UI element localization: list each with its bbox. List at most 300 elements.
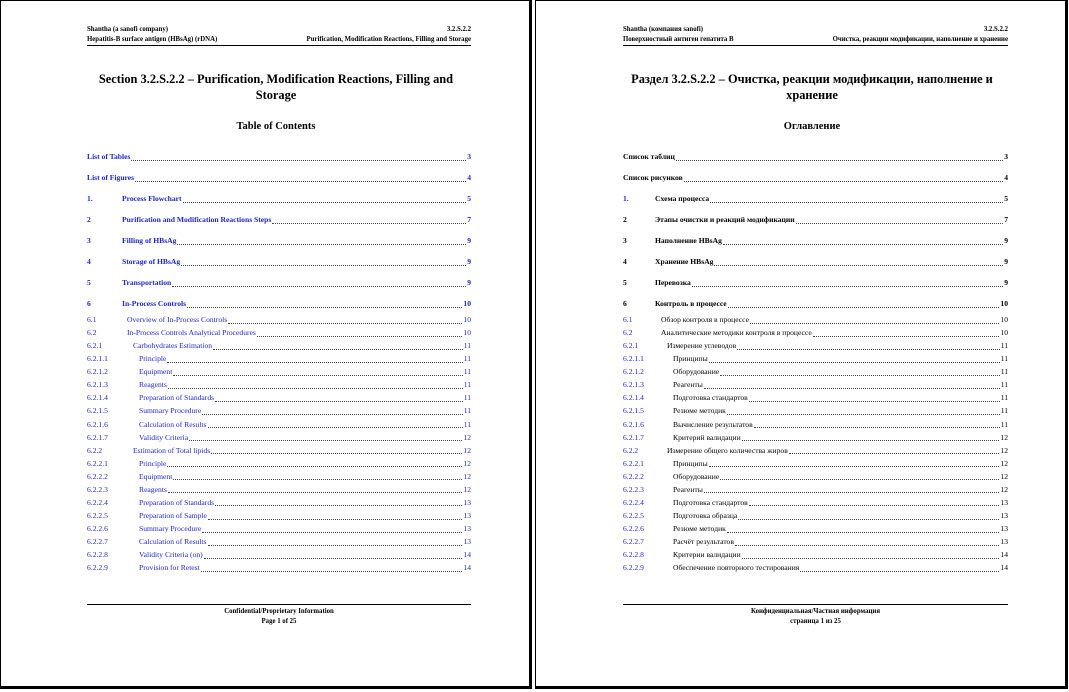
toc-entry-title: Резюме методик: [673, 406, 726, 416]
toc-entry-page-number: 12: [1000, 432, 1008, 442]
toc-entry[interactable]: [87, 298, 471, 309]
toc-entry[interactable]: [87, 497, 471, 508]
toc-entry-number: 6.1: [87, 315, 97, 324]
toc-entry-title: Principle: [139, 354, 167, 364]
toc-dot-leader: [738, 512, 999, 520]
toc-entry-page-number: 7: [1004, 215, 1008, 224]
toc-entry[interactable]: [623, 405, 1008, 416]
toc-entry-page-number: 13: [1000, 497, 1008, 507]
toc-dot-leader: [735, 538, 999, 546]
toc-entry-title: Измерение углеводов: [667, 341, 737, 351]
toc-entry[interactable]: [87, 314, 471, 325]
toc-dot-leader: [173, 368, 462, 376]
toc-dot-leader: [202, 525, 462, 533]
toc-entry[interactable]: [87, 327, 471, 338]
toc-entry-title: Storage of HBsAg: [122, 257, 181, 266]
toc-entry-title: Summary Procedure: [139, 406, 202, 416]
toc-dot-leader: [723, 237, 1003, 245]
toc-entry-number: 6.2.1.3: [623, 380, 644, 390]
toc-dot-leader: [704, 485, 1000, 493]
toc-entry[interactable]: [87, 510, 471, 521]
toc-dot-leader: [167, 459, 462, 467]
toc-entry-title: Критерии валидации: [673, 550, 741, 560]
toc-entry-title: Validity Criteria (on): [139, 550, 203, 560]
toc-dot-leader: [135, 174, 466, 182]
toc-entry-page-number: 11: [1000, 393, 1008, 403]
toc-entry[interactable]: [87, 484, 471, 495]
toc-entry-number: 6.2.1.2: [623, 367, 644, 377]
page-footer: [87, 604, 471, 626]
toc-dot-leader: [727, 407, 1000, 415]
toc-entry[interactable]: [623, 256, 1008, 267]
toc-entry-title: Резюме методик: [673, 524, 726, 534]
toc-entry-title: Обзор контроля в процессе: [661, 315, 750, 324]
toc-entry-title: Принципы: [673, 354, 708, 364]
toc-entry-title: Equipment: [139, 471, 173, 481]
toc-entry-title: Summary Procedure: [139, 524, 202, 534]
toc-entry[interactable]: [87, 562, 471, 573]
toc-entry-page-number: 9: [467, 278, 471, 287]
toc-entry[interactable]: [87, 379, 471, 390]
toc-heading: Table of Contents: [236, 121, 316, 132]
toc-entry[interactable]: [623, 536, 1008, 547]
toc-entry-title: Carbohydrates Estimation: [133, 341, 213, 351]
toc-entry-number: 1.: [623, 194, 629, 203]
toc-dot-leader: [257, 329, 463, 337]
toc-dot-leader: [189, 433, 462, 441]
toc-dot-leader: [749, 394, 1000, 402]
toc-entry-number: 6.2.2.9: [623, 563, 644, 573]
toc-entry-page-number: 11: [1000, 419, 1008, 429]
toc-entry-number: 6: [623, 299, 627, 308]
toc-entry-page-number: 11: [463, 393, 471, 403]
toc-entry-title: Измерение общего количества жиров: [667, 445, 788, 455]
toc-entry-number: 6.2.1.7: [623, 432, 644, 442]
toc-entry-page-number: 11: [463, 367, 471, 377]
toc-dot-leader: [692, 279, 1003, 287]
toc-entry-number: 6.2: [623, 328, 633, 338]
footer-page-number: Page 1 of 25: [261, 617, 297, 625]
page-header-row2: [87, 36, 471, 46]
toc-entry-title: Equipment: [139, 367, 173, 377]
toc-entry-number: 6.2.2: [623, 445, 639, 455]
toc-entry-number: 3: [623, 236, 627, 245]
toc-dot-leader: [215, 394, 463, 402]
toc-entry-title: Reagents: [139, 380, 167, 390]
toc-entry-title: Overview of In-Process Controls: [127, 315, 228, 324]
toc-entry-number: 2: [87, 215, 91, 224]
toc-dot-leader: [187, 300, 462, 308]
toc-entry-title: Estimation of Total lipids: [133, 445, 211, 455]
toc-entry-number: 6.2.1.1: [623, 354, 644, 364]
toc-entry-title: Reagents: [139, 484, 167, 494]
toc-entry[interactable]: [87, 340, 471, 351]
toc-dot-leader: [201, 564, 463, 572]
toc-entry-number: 6: [87, 299, 91, 308]
toc-entry[interactable]: [623, 432, 1008, 443]
toc-entry-number: 6.2.1.5: [623, 406, 644, 416]
toc-entry-number: 1.: [87, 194, 93, 203]
toc-entry-page-number: 13: [1000, 511, 1008, 521]
toc-entry-title: Preparation of Standards: [139, 393, 215, 403]
toc-entry[interactable]: [87, 392, 471, 403]
toc-entry[interactable]: [623, 549, 1008, 560]
toc-dot-leader: [183, 195, 467, 203]
toc-dot-leader: [710, 195, 1003, 203]
toc-entry-page-number: 9: [467, 257, 471, 266]
toc-entry-page-number: 12: [463, 471, 471, 481]
toc-entry-title: Список таблиц: [623, 152, 675, 161]
toc-entry-title: Аналитические методики контроля в процессе: [661, 328, 812, 338]
toc-entry-number: 4: [87, 257, 91, 266]
document-page-russian: [535, 0, 1068, 689]
toc-entry[interactable]: [623, 562, 1008, 573]
toc-entry-page-number: 11: [463, 419, 471, 429]
toc-entry-page-number: 7: [467, 215, 471, 224]
toc-entry-page-number: 12: [1000, 458, 1008, 468]
page-header-row1: [87, 26, 471, 33]
toc-entry-page-number: 10: [1000, 299, 1008, 308]
toc-entry-page-number: 11: [463, 341, 471, 351]
toc-entry-page-number: 10: [463, 315, 471, 324]
toc-dot-leader: [749, 498, 1000, 506]
toc-entry-title: Контроль в процессе: [655, 299, 727, 308]
toc-entry[interactable]: [87, 405, 471, 416]
toc-entry[interactable]: [623, 445, 1008, 456]
toc-entry[interactable]: [87, 536, 471, 547]
toc-dot-leader: [714, 258, 1003, 266]
toc-entry-number: 6.2.2.4: [87, 497, 108, 507]
toc-entry-title: Filling of HBsAg: [122, 236, 177, 245]
toc-entry-page-number: 5: [467, 194, 471, 203]
toc-entry[interactable]: [623, 458, 1008, 469]
toc-entry-number: 6.2.2.6: [87, 524, 108, 534]
toc-entry-number: 6.2.1: [623, 341, 639, 351]
toc-entry-title: Оборудование: [673, 471, 720, 481]
document-page-english: [0, 0, 532, 689]
toc-entry[interactable]: [623, 419, 1008, 430]
toc-entry-number: 6.2.1.4: [87, 393, 108, 403]
toc-heading: Оглавление: [783, 121, 841, 132]
toc-entry-number: 5: [623, 278, 627, 287]
toc-entry-number: 6.2.2.5: [623, 511, 644, 521]
toc-dot-leader: [172, 279, 466, 287]
toc-dot-leader: [737, 342, 1000, 350]
toc-entry-page-number: 12: [463, 432, 471, 442]
toc-entry[interactable]: [87, 366, 471, 377]
toc-dot-leader: [168, 381, 463, 389]
toc-dot-leader: [167, 355, 462, 363]
toc-dot-leader: [813, 329, 1000, 337]
page-footer: [623, 604, 1008, 626]
toc-entry-number: 4: [623, 257, 627, 266]
toc-entry-page-number: 12: [1000, 484, 1008, 494]
toc-dot-leader: [202, 407, 462, 415]
page-header-row1: [623, 26, 1008, 33]
toc-entry-page-number: 9: [1004, 278, 1008, 287]
toc-entry[interactable]: [87, 277, 471, 288]
toc-entry-number: 6.2.1.7: [87, 432, 108, 442]
toc-dot-leader: [727, 525, 1000, 533]
toc-entry-title: Этапы очистки и реакций модификации: [655, 215, 795, 224]
toc-dot-leader: [709, 355, 1000, 363]
toc-entry-title: Перевозка: [655, 278, 691, 287]
toc-entry-title: Обеспечение повторного тестирования: [673, 563, 800, 573]
toc-entry-number: 2: [623, 215, 627, 224]
toc-dot-leader: [208, 512, 463, 520]
toc-entry-number: 6.2.1.5: [87, 406, 108, 416]
toc-dot-leader: [754, 420, 1000, 428]
toc-dot-leader: [168, 485, 463, 493]
toc-entry-title: Provision for Retest: [139, 563, 200, 573]
toc-entry-page-number: 13: [463, 524, 471, 534]
toc-dot-leader: [676, 153, 1003, 161]
toc-entry-number: 6.2.2.2: [87, 471, 108, 481]
toc-entry-page-number: 4: [467, 173, 471, 182]
toc-entry-number: 6.2.2.9: [87, 563, 108, 573]
toc-entry-title: Подготовка стандартов: [673, 497, 748, 507]
footer-confidential: Confidential/Proprietary Information: [224, 608, 334, 615]
toc-entry-number: 6.2.1.6: [87, 419, 108, 429]
toc-entry-title: Критерий валидации: [673, 432, 741, 442]
toc-entry[interactable]: [87, 151, 471, 162]
toc-entry-number: 6.2.2.3: [623, 484, 644, 494]
toc-entry-number: 6.2.2.5: [87, 511, 108, 521]
toc-entry-title: Calculation of Results: [139, 419, 207, 429]
toc-entry-page-number: 12: [463, 445, 471, 455]
toc-dot-leader: [173, 472, 462, 480]
toc-entry-title: List of Tables: [87, 152, 131, 161]
toc-entry-title: Расчёт результатов: [673, 537, 734, 547]
toc-entry-number: 6.2.2.4: [623, 497, 644, 507]
toc-entry-number: 6.2.1: [87, 341, 103, 351]
toc-entry-page-number: 14: [463, 563, 471, 573]
page-title: Section 3.2.S.2.2 – Purification, Modification Reactions, Filling and Storage: [98, 72, 454, 102]
header-company: Shantha (a sanofi company): [87, 26, 169, 33]
toc-dot-leader: [177, 237, 466, 245]
toc-entry[interactable]: [623, 193, 1008, 204]
toc-entry[interactable]: [623, 510, 1008, 521]
toc-entry[interactable]: [623, 314, 1008, 325]
toc-entry-title: Transportation: [122, 278, 172, 287]
toc-entry[interactable]: [87, 432, 471, 443]
toc-entry[interactable]: [87, 193, 471, 204]
toc-entry[interactable]: [87, 172, 471, 183]
toc-entry-number: 6.2.1.1: [87, 354, 108, 364]
toc-entry-title: Validity Criteria: [139, 432, 189, 442]
header-subject: Очистка, реакции модификации, наполнение и хранение: [832, 36, 1008, 43]
header-product: Поверхностный антиген гепатита В: [623, 36, 734, 43]
toc-dot-leader: [208, 538, 463, 546]
toc-entry-title: List of Figures: [87, 173, 135, 182]
toc-entry-number: 6.2.2.8: [623, 550, 644, 560]
toc-dot-leader: [709, 459, 1000, 467]
toc-entry-number: 6.2.1.2: [87, 367, 108, 377]
toc-dot-leader: [728, 300, 1000, 308]
toc-entry-title: Principle: [139, 458, 167, 468]
toc-entry-page-number: 14: [1000, 563, 1008, 573]
toc-entry-title: Purification and Modification Reactions Steps: [122, 215, 272, 224]
toc-dot-leader: [228, 316, 462, 324]
toc-entry-page-number: 11: [463, 380, 471, 390]
toc-entry-title: Preparation of Sample: [139, 511, 207, 521]
toc-entry-page-number: 9: [467, 236, 471, 245]
toc-entry-title: Список рисунков: [623, 173, 683, 182]
toc-entry-page-number: 11: [1000, 341, 1008, 351]
toc-dot-leader: [131, 153, 466, 161]
toc-entry-page-number: 13: [463, 497, 471, 507]
toc-entry[interactable]: [623, 379, 1008, 390]
toc-entry[interactable]: [623, 497, 1008, 508]
toc-entry-title: Подготовка стандартов: [673, 393, 748, 403]
toc-entry-title: Вычисление результатов: [673, 419, 753, 429]
toc-entry-page-number: 14: [463, 550, 471, 560]
toc-entry-number: 6.2.2.7: [87, 537, 108, 547]
toc-entry-page-number: 10: [463, 299, 471, 308]
toc-entry-page-number: 5: [1004, 194, 1008, 203]
toc-entry[interactable]: [623, 484, 1008, 495]
toc-dot-leader: [204, 551, 463, 559]
toc-entry-number: 6.2: [87, 328, 97, 338]
toc-dot-leader: [272, 216, 466, 224]
toc-entry[interactable]: [87, 471, 471, 482]
header-subject: Purification, Modification Reactions, Filling and Storage: [306, 36, 471, 43]
toc-dot-leader: [789, 446, 1000, 454]
toc-entry-title: In-Process Controls Analytical Procedures: [127, 328, 256, 338]
toc-entry-title: Наполнение HBsAg: [655, 236, 722, 245]
toc-entry[interactable]: [623, 172, 1008, 183]
toc-entry[interactable]: [87, 523, 471, 534]
header-product: Hepatitis-B surface antigen (HBsAg) (rDNA): [87, 36, 218, 43]
toc-entry[interactable]: [87, 235, 471, 246]
toc-entry-number: 6.2.1.3: [87, 380, 108, 390]
toc-entry-title: Реагенты: [673, 484, 703, 494]
toc-entry-page-number: 10: [463, 328, 471, 338]
toc-entry[interactable]: [623, 471, 1008, 482]
toc-dot-leader: [742, 551, 1000, 559]
header-company: Shantha (компания sanofi): [623, 26, 704, 33]
footer-confidential: Конфиденциальная/Частная информация: [750, 608, 880, 615]
toc-entry[interactable]: [623, 366, 1008, 377]
toc-entry-title: Preparation of Standards: [139, 497, 215, 507]
toc-entry[interactable]: [623, 340, 1008, 351]
toc-entry-page-number: 4: [1004, 173, 1008, 182]
toc-entry-page-number: 12: [463, 484, 471, 494]
toc-dot-leader: [800, 564, 999, 572]
toc-dot-leader: [796, 216, 1004, 224]
toc-entry[interactable]: [623, 327, 1008, 338]
toc-entry-number: 5: [87, 278, 91, 287]
toc-entry-page-number: 9: [1004, 257, 1008, 266]
toc-entry[interactable]: [623, 392, 1008, 403]
toc-entry-number: 3: [87, 236, 91, 245]
toc-entry-number: 6.1: [623, 315, 633, 324]
toc-entry-page-number: 13: [1000, 524, 1008, 534]
toc-entry-page-number: 10: [1000, 315, 1008, 324]
toc-entry[interactable]: [623, 235, 1008, 246]
toc-dot-leader: [704, 381, 1000, 389]
toc-entry-page-number: 12: [1000, 445, 1008, 455]
toc-entry[interactable]: [87, 214, 471, 225]
toc-entry-page-number: 11: [1000, 380, 1008, 390]
toc-entry-number: 6.2.2.6: [623, 524, 644, 534]
toc-entry-title: Принципы: [673, 458, 708, 468]
toc-dot-leader: [215, 498, 462, 506]
toc-entry-page-number: 9: [1004, 236, 1008, 245]
toc-entry-title: Calculation of Results: [139, 537, 207, 547]
toc-entry[interactable]: [623, 353, 1008, 364]
toc-entry[interactable]: [87, 419, 471, 430]
toc-dot-leader: [211, 446, 462, 454]
toc-entry-page-number: 11: [1000, 354, 1008, 364]
toc-entry-page-number: 13: [1000, 537, 1008, 547]
toc-dot-leader: [684, 174, 1004, 182]
toc-dot-leader: [720, 368, 1000, 376]
toc-entry-title: Схема процесса: [655, 194, 710, 203]
toc-entry-page-number: 3: [467, 152, 471, 161]
toc-entry-title: In-Process Controls: [122, 299, 187, 308]
header-section: 3.2.S.2.2: [446, 26, 471, 33]
toc-entry-page-number: 12: [463, 458, 471, 468]
toc-entry[interactable]: [87, 445, 471, 456]
toc-entry-page-number: 13: [463, 537, 471, 547]
toc-entry[interactable]: [87, 458, 471, 469]
toc-dot-leader: [213, 342, 463, 350]
toc-entry-number: 6.2.2.3: [87, 484, 108, 494]
footer-page-number: страница 1 из 25: [790, 617, 841, 625]
toc-dot-leader: [742, 433, 1000, 441]
toc-entry-page-number: 14: [1000, 550, 1008, 560]
toc-entry-number: 6.2.2: [87, 445, 103, 455]
toc-entry-number: 6.2.2.8: [87, 550, 108, 560]
toc-entry-number: 6.2.2.1: [623, 458, 644, 468]
toc-entry[interactable]: [623, 298, 1008, 309]
toc-dot-leader: [208, 420, 463, 428]
toc-entry-number: 6.2.1.4: [623, 393, 644, 403]
toc-entry-page-number: 3: [1004, 152, 1008, 161]
toc-dot-leader: [720, 472, 999, 480]
toc-entry-page-number: 12: [1000, 471, 1008, 481]
toc-entry-number: 6.2.2.1: [87, 458, 108, 468]
toc-entry-page-number: 11: [1000, 406, 1008, 416]
toc-entry-page-number: 11: [463, 406, 471, 416]
toc-entry-page-number: 13: [463, 511, 471, 521]
toc-entry[interactable]: [623, 151, 1008, 162]
toc-entry-page-number: 11: [1000, 367, 1008, 377]
toc-entry[interactable]: [623, 214, 1008, 225]
toc-entry-title: Оборудование: [673, 367, 720, 377]
toc-entry-title: Подготовка образца: [673, 511, 738, 521]
toc-dot-leader: [181, 258, 466, 266]
toc-entry[interactable]: [87, 549, 471, 560]
page-header-row2: [623, 36, 1008, 46]
header-section: 3.2.S.2.2: [983, 26, 1008, 33]
toc-entry-title: Реагенты: [673, 380, 703, 390]
toc-entry-title: Process Flowchart: [122, 194, 182, 203]
toc-entry-number: 6.2.2.7: [623, 537, 644, 547]
toc-entry[interactable]: [87, 256, 471, 267]
page-title: Раздел 3.2.S.2.2 – Очистка, реакции модификации, наполнение и хранение: [631, 72, 993, 102]
toc-entry-number: 6.2.2.2: [623, 471, 644, 481]
toc-entry-page-number: 11: [463, 354, 471, 364]
toc-dot-leader: [750, 316, 999, 324]
toc-entry[interactable]: [623, 523, 1008, 534]
toc-entry[interactable]: [623, 277, 1008, 288]
toc-entry-number: 6.2.1.6: [623, 419, 644, 429]
toc-entry-page-number: 10: [1000, 328, 1008, 338]
toc-entry[interactable]: [87, 353, 471, 364]
toc-entry-title: Хранение HBsAg: [655, 257, 714, 266]
